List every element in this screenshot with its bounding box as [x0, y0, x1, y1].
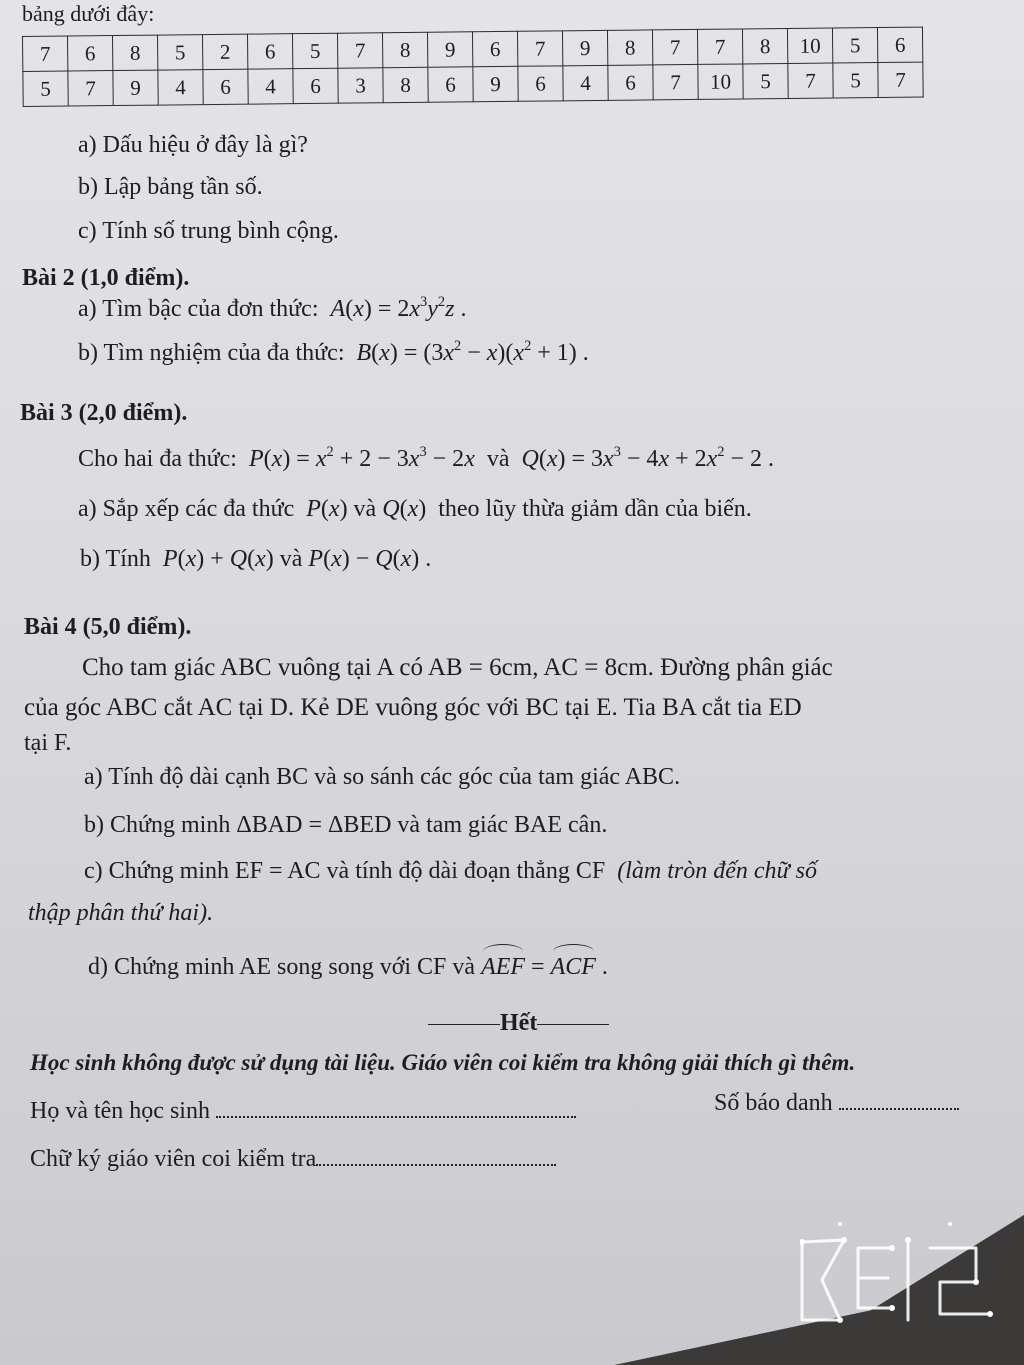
- table-cell: 4: [563, 65, 608, 100]
- table-cell: 5: [743, 63, 788, 98]
- name-field: [30, 1098, 576, 1124]
- table-cell: 7: [652, 29, 697, 64]
- table-cell: 5: [23, 71, 68, 106]
- bai2-b: b) Tìm nghiệm của đa thức: $B(x) = (3x^2 - x)(x^2 + 1)$ .: [78, 337, 589, 366]
- watermark-logo: [800, 1220, 1000, 1330]
- end-rule-left: [428, 1024, 500, 1025]
- table-cell: 9: [473, 66, 518, 101]
- bai4-c-text: c) Chứng minh EF = AC và tính độ dài đoạn thẳng CF: [84, 858, 606, 884]
- table-cell: 2: [202, 34, 247, 69]
- table-cell: 10: [787, 28, 832, 63]
- bai4-c-italic: (làm tròn đến chữ số: [617, 858, 817, 884]
- table-cell: 10: [698, 64, 743, 99]
- table-cell: 6: [203, 69, 248, 104]
- bai4-p1: Cho tam giác ABC vuông tại A có AB = 6cm, AC = 8cm. Đường phân giác: [82, 654, 833, 681]
- table-cell: 7: [878, 62, 923, 97]
- bai1-c: c) Tính số trung bình cộng.: [78, 218, 339, 244]
- intro-text: bảng dưới đây:: [22, 1, 155, 26]
- bai4-d-text: d) Chứng minh AE song song với CF và: [88, 954, 476, 980]
- end-rule-right: [537, 1024, 609, 1025]
- table-cell: 8: [607, 30, 652, 65]
- table-cell: 6: [877, 27, 922, 62]
- table-cell: 8: [382, 32, 427, 67]
- end-text: Hết: [500, 1010, 538, 1036]
- table-cell: 7: [23, 36, 68, 71]
- bai4-title: Bài 4 (5,0 điểm).: [24, 614, 192, 640]
- bai3-intro-text: Cho hai đa thức:: [78, 446, 237, 472]
- bai4-a: a) Tính độ dài cạnh BC và so sánh các góc của tam giác ABC.: [84, 764, 681, 790]
- bai4-p3: tại F.: [24, 730, 72, 756]
- end-marker: [428, 1010, 609, 1036]
- table-cell: 6: [247, 34, 292, 69]
- table-cell: 8: [383, 67, 428, 102]
- table-cell: 6: [428, 67, 473, 102]
- table-cell: 3: [338, 68, 383, 103]
- bai4-d: d) Chứng minh AE song song với CF và AEF = ACF .: [88, 950, 608, 980]
- table-cell: 6: [68, 36, 113, 71]
- sbd-blank: [839, 1108, 959, 1110]
- table-cell: 7: [337, 33, 382, 68]
- bai2-title: Bài 2 (1,0 điểm).: [22, 265, 190, 291]
- table-cell: 6: [608, 65, 653, 100]
- table-cell: 9: [113, 70, 158, 105]
- bai4-c2: thập phân thứ hai).: [28, 900, 214, 926]
- bai3-b: b) Tính P(x) + Q(x) và P(x) − Q(x) .: [80, 546, 432, 572]
- name-label: Họ và tên học sinh: [30, 1098, 210, 1124]
- table-cell: 6: [293, 68, 338, 103]
- table-cell: 7: [653, 64, 698, 99]
- table-cell: 7: [697, 29, 742, 64]
- bai3-a-text2: theo lũy thừa giảm dần của biến.: [438, 496, 752, 522]
- table-cell: 9: [427, 32, 472, 67]
- table-cell: 5: [157, 35, 202, 70]
- bai2-a: a) Tìm bậc của đơn thức: $A(x) = 2x^3y^2z$ .: [78, 293, 467, 322]
- bai3-intro: Cho hai đa thức: $P(x) = x^2 + 2 - 3x^3 - 2x$ và $Q(x) = 3x^3 - 4x + 2x^2 - 2$ .: [78, 443, 775, 472]
- table-cell: 8: [742, 28, 787, 63]
- bai4-p2: của góc ABC cắt AC tại D. Kẻ DE vuông góc với BC tại E. Tia BA cắt tia ED: [24, 694, 802, 721]
- notice: Học sinh không được sử dụng tài liệu. Giáo viên coi kiểm tra không giải thích gì thêm.: [30, 1050, 856, 1075]
- bai3-va: và: [486, 446, 510, 472]
- table-cell: 8: [113, 35, 158, 70]
- table-cell: 5: [833, 63, 878, 98]
- bai1-a: a) Dấu hiệu ở đây là gì?: [78, 132, 308, 158]
- table-cell: 9: [562, 30, 607, 65]
- table-cell: 7: [517, 31, 562, 66]
- angle-aef: AEF: [481, 950, 525, 980]
- table-cell: 6: [518, 66, 563, 101]
- bai3-title: Bài 3 (2,0 điểm).: [20, 400, 188, 426]
- sbd-field: [714, 1090, 959, 1116]
- name-blank: [216, 1116, 576, 1118]
- bai3-a-text: a) Sắp xếp các đa thức: [78, 496, 295, 522]
- table-cell: 5: [292, 33, 337, 68]
- table-cell: 7: [788, 63, 833, 98]
- bai4-c: [84, 858, 817, 884]
- bai4-b: b) Chứng minh ΔBAD = ΔBED và tam giác BAE cân.: [84, 812, 608, 838]
- bai2-b-text: b) Tìm nghiệm của đa thức:: [78, 340, 345, 366]
- table-cell: 4: [158, 70, 203, 105]
- angle-acf: ACF: [551, 950, 596, 980]
- signature-field: [30, 1146, 556, 1172]
- bai3-a: a) Sắp xếp các đa thức P(x) và Q(x) theo lũy thừa giảm dần của biến.: [78, 496, 752, 522]
- bai2-a-text: a) Tìm bậc của đơn thức:: [78, 296, 319, 322]
- bai3-b-text: b) Tính: [80, 546, 151, 572]
- sbd-label: Số báo danh: [714, 1090, 833, 1116]
- bai1-b: b) Lập bảng tần số.: [78, 174, 263, 200]
- signature-blank: [316, 1164, 556, 1166]
- table-cell: 5: [832, 28, 877, 63]
- table-cell: 4: [248, 69, 293, 104]
- table-cell: 7: [68, 71, 113, 106]
- signature-label: Chữ ký giáo viên coi kiểm tra: [30, 1146, 317, 1172]
- data-table: [22, 27, 924, 107]
- table-cell: 6: [472, 31, 517, 66]
